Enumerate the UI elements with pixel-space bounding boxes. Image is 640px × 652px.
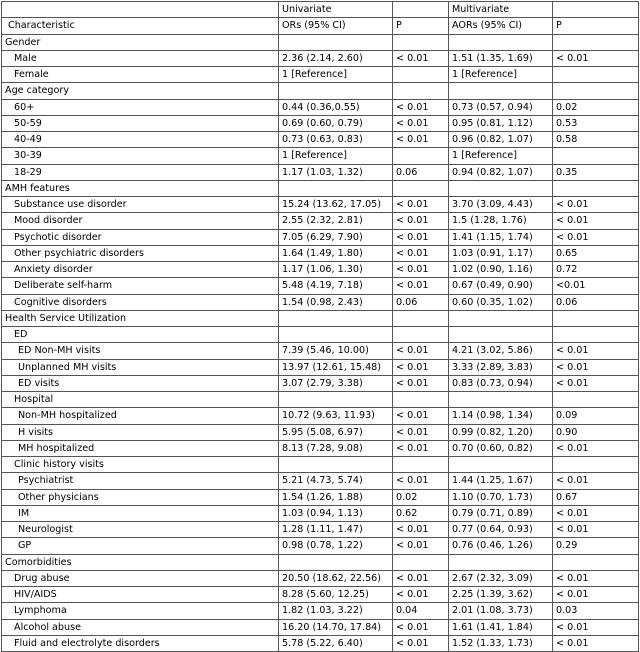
p-univariate-cell: < 0.01 — [393, 587, 449, 603]
table-row — [2, 570, 639, 586]
or-cell — [279, 310, 393, 326]
table-row — [2, 164, 639, 180]
characteristic-cell: Deliberate self-harm — [2, 278, 279, 294]
aor-cell — [449, 457, 553, 473]
or-cell: 1.54 (1.26, 1.88) — [279, 489, 393, 505]
table-row — [2, 245, 639, 261]
p-multivariate-cell: < 0.01 — [553, 197, 639, 213]
section-row — [2, 554, 639, 570]
p-multivariate-cell: < 0.01 — [553, 343, 639, 359]
or-cell: 5.95 (5.08, 6.97) — [279, 424, 393, 440]
p-multivariate-cell: < 0.01 — [553, 229, 639, 245]
or-cell: 8.13 (7.28, 9.08) — [279, 440, 393, 456]
aor-cell — [449, 180, 553, 196]
p-multivariate-cell — [553, 34, 639, 50]
p-univariate-cell — [393, 67, 449, 83]
p-multivariate-cell: < 0.01 — [553, 213, 639, 229]
p-univariate-cell: < 0.01 — [393, 538, 449, 554]
p-univariate-cell: < 0.01 — [393, 408, 449, 424]
or-cell: 1.17 (1.03, 1.32) — [279, 164, 393, 180]
p-univariate-cell: < 0.01 — [393, 619, 449, 635]
aor-cell: 0.60 (0.35, 1.02) — [449, 294, 553, 310]
or-cell: 7.05 (6.29, 7.90) — [279, 229, 393, 245]
p-univariate-cell: < 0.01 — [393, 635, 449, 651]
p-multivariate-cell: <0.01 — [553, 278, 639, 294]
p-univariate-cell: < 0.01 — [393, 132, 449, 148]
p-univariate-cell: 0.06 — [393, 294, 449, 310]
aor-cell: 1.14 (0.98, 1.34) — [449, 408, 553, 424]
results-table — [1, 1, 639, 652]
or-cell: 1.64 (1.49, 1.80) — [279, 245, 393, 261]
characteristic-cell: 50-59 — [2, 115, 279, 131]
table-row — [2, 440, 639, 456]
p-multivariate-cell: 0.29 — [553, 538, 639, 554]
p-univariate-cell: < 0.01 — [393, 424, 449, 440]
table-row — [2, 278, 639, 294]
characteristic-cell: Comorbidities — [2, 554, 279, 570]
p-univariate-cell: < 0.01 — [393, 278, 449, 294]
characteristic-cell: HIV/AIDS — [2, 587, 279, 603]
characteristic-cell: AMH features — [2, 180, 279, 196]
table-row — [2, 359, 639, 375]
characteristic-cell: Age category — [2, 83, 279, 99]
p-multivariate-cell — [553, 392, 639, 408]
aor-cell: 1.03 (0.91, 1.17) — [449, 245, 553, 261]
characteristic-cell: Mood disorder — [2, 213, 279, 229]
table-row — [2, 197, 639, 213]
aor-cell — [449, 310, 553, 326]
p-univariate-cell: < 0.01 — [393, 359, 449, 375]
characteristic-cell: Health Service Utilization — [2, 310, 279, 326]
p-univariate-cell: < 0.01 — [393, 197, 449, 213]
or-cell: 1.17 (1.06, 1.30) — [279, 262, 393, 278]
header-cell — [393, 2, 449, 18]
table-row — [2, 408, 639, 424]
characteristic-cell: Lymphoma — [2, 603, 279, 619]
aor-cell: 2.25 (1.39, 3.62) — [449, 587, 553, 603]
p-univariate-cell: < 0.01 — [393, 99, 449, 115]
header-p-multivariate: P — [553, 18, 639, 34]
p-univariate-cell — [393, 34, 449, 50]
p-univariate-cell: < 0.01 — [393, 375, 449, 391]
characteristic-cell: Drug abuse — [2, 570, 279, 586]
p-multivariate-cell: < 0.01 — [553, 473, 639, 489]
p-multivariate-cell — [553, 327, 639, 343]
p-univariate-cell: < 0.01 — [393, 440, 449, 456]
characteristic-cell: Non-MH hospitalized — [2, 408, 279, 424]
p-univariate-cell: 0.06 — [393, 164, 449, 180]
characteristic-cell: MH hospitalized — [2, 440, 279, 456]
table-row — [2, 50, 639, 66]
header-univariate: Univariate — [279, 2, 393, 18]
p-univariate-cell: 0.62 — [393, 505, 449, 521]
aor-cell: 1.44 (1.25, 1.67) — [449, 473, 553, 489]
table-row — [2, 115, 639, 131]
p-univariate-cell — [393, 180, 449, 196]
p-multivariate-cell: < 0.01 — [553, 359, 639, 375]
characteristic-cell: Other psychiatric disorders — [2, 245, 279, 261]
aor-cell: 1.5 (1.28, 1.76) — [449, 213, 553, 229]
aor-cell: 0.79 (0.71, 0.89) — [449, 505, 553, 521]
p-multivariate-cell: 0.65 — [553, 245, 639, 261]
p-multivariate-cell: < 0.01 — [553, 587, 639, 603]
p-multivariate-cell: 0.90 — [553, 424, 639, 440]
aor-cell: 0.83 (0.73, 0.94) — [449, 375, 553, 391]
p-univariate-cell: < 0.01 — [393, 115, 449, 131]
characteristic-cell: Anxiety disorder — [2, 262, 279, 278]
aor-cell: 3.70 (3.09, 4.43) — [449, 197, 553, 213]
or-cell: 16.20 (14.70, 17.84) — [279, 619, 393, 635]
table-row — [2, 375, 639, 391]
p-multivariate-cell: < 0.01 — [553, 619, 639, 635]
characteristic-cell: IM — [2, 505, 279, 521]
p-multivariate-cell: < 0.01 — [553, 505, 639, 521]
or-cell: 5.78 (5.22, 6.40) — [279, 635, 393, 651]
characteristic-cell: Substance use disorder — [2, 197, 279, 213]
aor-cell: 1.52 (1.33, 1.73) — [449, 635, 553, 651]
p-univariate-cell — [393, 457, 449, 473]
table-row — [2, 505, 639, 521]
p-multivariate-cell: 0.72 — [553, 262, 639, 278]
p-univariate-cell: 0.02 — [393, 489, 449, 505]
p-multivariate-cell: 0.09 — [553, 408, 639, 424]
p-multivariate-cell — [553, 83, 639, 99]
or-cell: 5.21 (4.73, 5.74) — [279, 473, 393, 489]
table-row — [2, 424, 639, 440]
table-row — [2, 148, 639, 164]
or-cell: 2.36 (2.14, 2.60) — [279, 50, 393, 66]
table-row — [2, 635, 639, 651]
aor-cell: 4.21 (3.02, 5.86) — [449, 343, 553, 359]
aor-cell: 3.33 (2.89, 3.83) — [449, 359, 553, 375]
section-row — [2, 180, 639, 196]
p-multivariate-cell: 0.03 — [553, 603, 639, 619]
p-univariate-cell: < 0.01 — [393, 473, 449, 489]
p-univariate-cell — [393, 327, 449, 343]
table-row — [2, 343, 639, 359]
p-multivariate-cell: 0.53 — [553, 115, 639, 131]
p-multivariate-cell: 0.58 — [553, 132, 639, 148]
aor-cell — [449, 83, 553, 99]
or-cell — [279, 34, 393, 50]
header-row-group — [2, 2, 639, 18]
or-cell — [279, 180, 393, 196]
aor-cell: 0.94 (0.82, 1.07) — [449, 164, 553, 180]
p-multivariate-cell — [553, 310, 639, 326]
p-univariate-cell — [393, 148, 449, 164]
section-row — [2, 310, 639, 326]
or-cell: 1 [Reference] — [279, 67, 393, 83]
characteristic-cell: Neurologist — [2, 522, 279, 538]
characteristic-cell: ED — [2, 327, 279, 343]
p-univariate-cell: < 0.01 — [393, 245, 449, 261]
aor-cell: 0.67 (0.49, 0.90) — [449, 278, 553, 294]
table-row — [2, 213, 639, 229]
aor-cell — [449, 392, 553, 408]
or-cell: 7.39 (5.46, 10.00) — [279, 343, 393, 359]
or-cell: 2.55 (2.32, 2.81) — [279, 213, 393, 229]
characteristic-cell: Alcohol abuse — [2, 619, 279, 635]
or-cell — [279, 457, 393, 473]
section-row — [2, 34, 639, 50]
header-row-columns — [2, 18, 639, 34]
characteristic-cell: Gender — [2, 34, 279, 50]
p-multivariate-cell: 0.35 — [553, 164, 639, 180]
or-cell: 1.82 (1.03, 3.22) — [279, 603, 393, 619]
section-row — [2, 392, 639, 408]
aor-cell — [449, 327, 553, 343]
p-univariate-cell: < 0.01 — [393, 343, 449, 359]
aor-cell: 0.76 (0.46, 1.26) — [449, 538, 553, 554]
p-univariate-cell — [393, 392, 449, 408]
table-row — [2, 262, 639, 278]
table-row — [2, 473, 639, 489]
p-multivariate-cell: < 0.01 — [553, 635, 639, 651]
table-row — [2, 132, 639, 148]
p-univariate-cell: < 0.01 — [393, 229, 449, 245]
p-multivariate-cell: 0.67 — [553, 489, 639, 505]
table-row — [2, 489, 639, 505]
characteristic-cell: 30-39 — [2, 148, 279, 164]
p-multivariate-cell — [553, 148, 639, 164]
header-characteristic: Characteristic — [2, 18, 279, 34]
aor-cell: 1 [Reference] — [449, 67, 553, 83]
characteristic-cell: GP — [2, 538, 279, 554]
or-cell: 0.73 (0.63, 0.83) — [279, 132, 393, 148]
characteristic-cell: 60+ — [2, 99, 279, 115]
table-row — [2, 619, 639, 635]
header-ors: ORs (95% CI) — [279, 18, 393, 34]
or-cell: 0.98 (0.78, 1.22) — [279, 538, 393, 554]
aor-cell: 2.01 (1.08, 3.73) — [449, 603, 553, 619]
aor-cell: 0.99 (0.82, 1.20) — [449, 424, 553, 440]
p-multivariate-cell: 0.02 — [553, 99, 639, 115]
section-row — [2, 457, 639, 473]
aor-cell: 1.10 (0.70, 1.73) — [449, 489, 553, 505]
or-cell: 1.03 (0.94, 1.13) — [279, 505, 393, 521]
characteristic-cell: Psychotic disorder — [2, 229, 279, 245]
header-cell — [2, 2, 279, 18]
aor-cell: 0.95 (0.81, 1.12) — [449, 115, 553, 131]
p-univariate-cell — [393, 310, 449, 326]
table-row — [2, 67, 639, 83]
p-univariate-cell — [393, 554, 449, 570]
or-cell — [279, 392, 393, 408]
aor-cell: 0.77 (0.64, 0.93) — [449, 522, 553, 538]
table-row — [2, 294, 639, 310]
characteristic-cell: Hospital — [2, 392, 279, 408]
aor-cell: 0.70 (0.60, 0.82) — [449, 440, 553, 456]
characteristic-cell: H visits — [2, 424, 279, 440]
or-cell: 1.54 (0.98, 2.43) — [279, 294, 393, 310]
p-multivariate-cell — [553, 180, 639, 196]
header-aors: AORs (95% CI) — [449, 18, 553, 34]
header-cell — [553, 2, 639, 18]
or-cell: 0.44 (0.36,0.55) — [279, 99, 393, 115]
p-univariate-cell: < 0.01 — [393, 50, 449, 66]
header-p-univariate: P — [393, 18, 449, 34]
or-cell: 5.48 (4.19, 7.18) — [279, 278, 393, 294]
or-cell: 15.24 (13.62, 17.05) — [279, 197, 393, 213]
or-cell: 20.50 (18.62, 22.56) — [279, 570, 393, 586]
aor-cell: 1.51 (1.35, 1.69) — [449, 50, 553, 66]
p-multivariate-cell — [553, 457, 639, 473]
characteristic-cell: Female — [2, 67, 279, 83]
or-cell: 0.69 (0.60, 0.79) — [279, 115, 393, 131]
aor-cell: 1.61 (1.41, 1.84) — [449, 619, 553, 635]
aor-cell — [449, 34, 553, 50]
characteristic-cell: Male — [2, 50, 279, 66]
aor-cell — [449, 554, 553, 570]
table-row — [2, 603, 639, 619]
table-body — [2, 2, 639, 652]
aor-cell: 0.73 (0.57, 0.94) — [449, 99, 553, 115]
or-cell: 1.28 (1.11, 1.47) — [279, 522, 393, 538]
p-multivariate-cell: < 0.01 — [553, 375, 639, 391]
table-row — [2, 538, 639, 554]
p-multivariate-cell — [553, 67, 639, 83]
p-multivariate-cell: < 0.01 — [553, 440, 639, 456]
table-row — [2, 587, 639, 603]
p-multivariate-cell — [553, 554, 639, 570]
p-multivariate-cell: < 0.01 — [553, 522, 639, 538]
header-multivariate: Multivariate — [449, 2, 553, 18]
p-univariate-cell: < 0.01 — [393, 570, 449, 586]
p-multivariate-cell: < 0.01 — [553, 50, 639, 66]
p-multivariate-cell: < 0.01 — [553, 570, 639, 586]
characteristic-cell: 18-29 — [2, 164, 279, 180]
or-cell: 10.72 (9.63, 11.93) — [279, 408, 393, 424]
table-row — [2, 522, 639, 538]
characteristic-cell: Unplanned MH visits — [2, 359, 279, 375]
p-univariate-cell: < 0.01 — [393, 213, 449, 229]
characteristic-cell: Cognitive disorders — [2, 294, 279, 310]
characteristic-cell: Psychiatrist — [2, 473, 279, 489]
characteristic-cell: Clinic history visits — [2, 457, 279, 473]
aor-cell: 1 [Reference] — [449, 148, 553, 164]
or-cell — [279, 327, 393, 343]
p-multivariate-cell: 0.06 — [553, 294, 639, 310]
or-cell — [279, 554, 393, 570]
p-univariate-cell — [393, 83, 449, 99]
aor-cell: 2.67 (2.32, 3.09) — [449, 570, 553, 586]
characteristic-cell: ED Non-MH visits — [2, 343, 279, 359]
characteristic-cell: ED visits — [2, 375, 279, 391]
characteristic-cell: 40-49 — [2, 132, 279, 148]
characteristic-cell: Other physicians — [2, 489, 279, 505]
table-row — [2, 229, 639, 245]
aor-cell: 1.02 (0.90, 1.16) — [449, 262, 553, 278]
or-cell: 13.97 (12.61, 15.48) — [279, 359, 393, 375]
section-row — [2, 327, 639, 343]
or-cell — [279, 83, 393, 99]
aor-cell: 1.41 (1.15, 1.74) — [449, 229, 553, 245]
aor-cell: 0.96 (0.82, 1.07) — [449, 132, 553, 148]
characteristic-cell: Fluid and electrolyte disorders — [2, 635, 279, 651]
p-univariate-cell: < 0.01 — [393, 262, 449, 278]
or-cell: 3.07 (2.79, 3.38) — [279, 375, 393, 391]
p-univariate-cell: < 0.01 — [393, 522, 449, 538]
or-cell: 1 [Reference] — [279, 148, 393, 164]
section-row — [2, 83, 639, 99]
table-row — [2, 99, 639, 115]
p-univariate-cell: 0.04 — [393, 603, 449, 619]
or-cell: 8.28 (5.60, 12.25) — [279, 587, 393, 603]
